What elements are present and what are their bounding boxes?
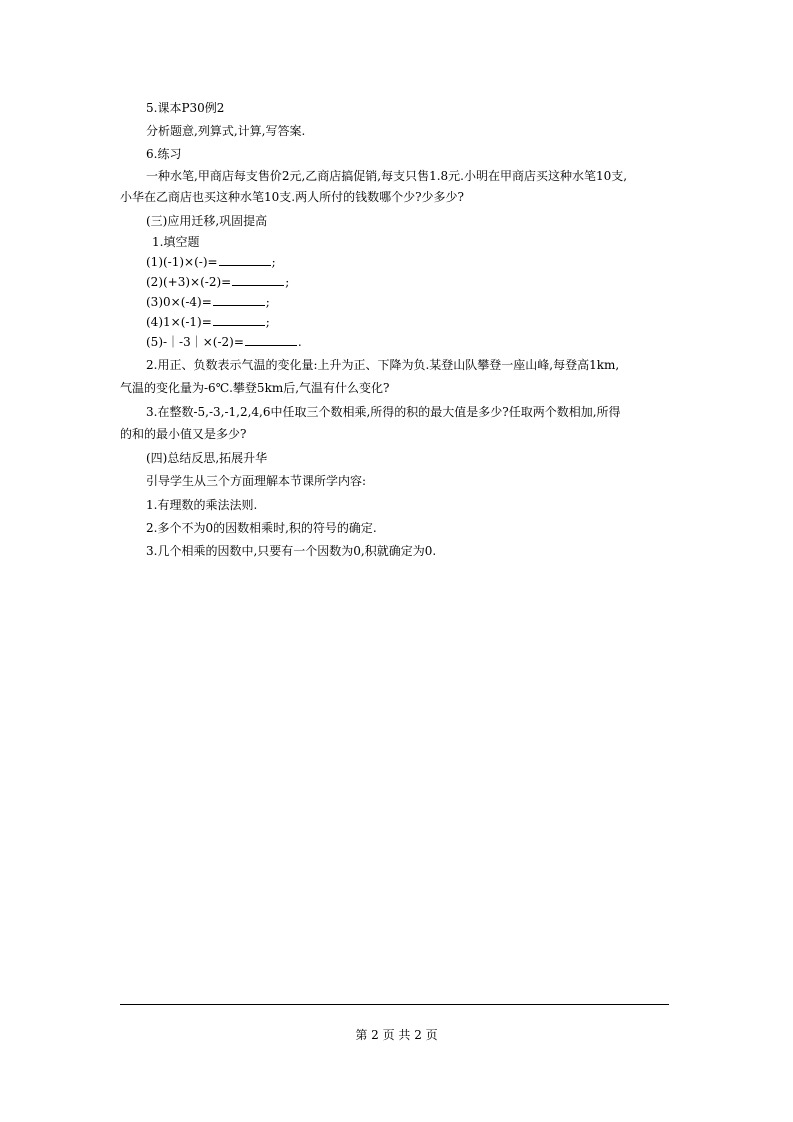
exercise-line-2: 小华在乙商店也买这种水笔10支.两人所付的钱数哪个少?少多少?	[120, 190, 464, 204]
answer-blank[interactable]	[232, 273, 284, 286]
footer-divider	[120, 1004, 669, 1005]
page-number: 第 2 页 共 2 页	[355, 1028, 438, 1042]
question-3-line-1: 3.在整数-5,-3,-1,2,4,6中任取三个数相乘,所得的积的最大值是多少?任取两个数相加,所得	[146, 405, 621, 419]
fill-expression: (4)1×(-1)=	[146, 315, 212, 329]
item-5-instruction: 分析题意,列算式,计算,写答案.	[146, 124, 306, 138]
fill-end: ;	[285, 275, 290, 289]
fill-blank-heading: 1.填空题	[152, 235, 200, 249]
item-5-heading: 5.课本P30例2	[146, 101, 225, 115]
answer-blank[interactable]	[219, 253, 271, 266]
fill-end: ;	[265, 295, 270, 309]
fill-end: ;	[265, 315, 270, 329]
fill-expression: (3)0×(-4)=	[146, 295, 212, 309]
fill-expression: (1)(-1)×(-)=	[146, 255, 218, 269]
fill-expression: (2)(+3)×(-2)=	[146, 275, 232, 289]
summary-intro: 引导学生从三个方面理解本节课所学内容:	[146, 474, 367, 488]
question-2-line-1: 2.用正、负数表示气温的变化量:上升为正、下降为负.某登山队攀登一座山峰,每登高1km,	[146, 358, 620, 372]
fill-item-4	[146, 313, 270, 330]
answer-blank[interactable]	[213, 293, 265, 306]
answer-blank[interactable]	[245, 333, 297, 346]
summary-point-2: 2.多个不为0的因数相乘时,积的符号的确定.	[146, 521, 377, 535]
item-6-heading: 6.练习	[146, 147, 182, 161]
exercise-line-1: 一种水笔,甲商店每支售价2元,乙商店搞促销,每支只售1.8元.小明在甲商店买这种水笔10支,	[146, 169, 628, 183]
fill-expression: (5)-｜-3｜×(-2)=	[146, 335, 244, 349]
fill-item-2	[146, 273, 289, 290]
fill-item-5	[146, 333, 302, 350]
question-3-line-2: 的和的最小值又是多少?	[120, 427, 247, 441]
fill-item-1	[146, 253, 276, 270]
summary-point-1: 1.有理数的乘法法则.	[146, 498, 258, 512]
fill-end: ;	[271, 255, 276, 269]
fill-item-3	[146, 293, 270, 310]
section-3-heading: (三)应用迁移,巩固提高	[146, 214, 268, 228]
summary-point-3: 3.几个相乘的因数中,只要有一个因数为0,积就确定为0.	[146, 544, 437, 558]
section-4-heading: (四)总结反思,拓展升华	[146, 451, 268, 465]
question-2-line-2: 气温的变化量为-6℃.攀登5km后,气温有什么变化?	[120, 381, 390, 395]
fill-end: .	[297, 335, 302, 349]
answer-blank[interactable]	[213, 313, 265, 326]
